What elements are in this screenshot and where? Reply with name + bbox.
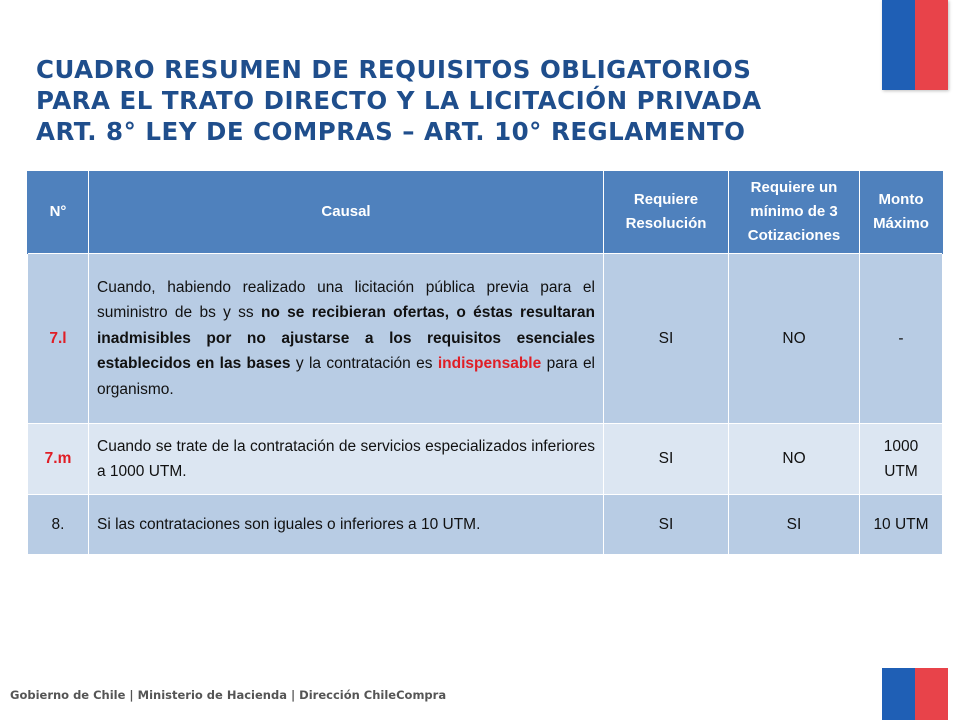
- row-cotizaciones: SI: [729, 495, 860, 555]
- row-num: 7.m: [28, 424, 89, 495]
- title-line-2: PARA EL TRATO DIRECTO Y LA LICITACIÓN PRIVADA: [36, 86, 762, 115]
- row-causal: Si las contrataciones son iguales o inferiores a 10 UTM.: [89, 495, 604, 555]
- chile-flag-logo-bottom: [882, 668, 948, 720]
- table-row: [28, 495, 943, 555]
- row-monto: -: [860, 254, 943, 424]
- causal-text: y la contratación es: [290, 355, 438, 373]
- title-line-1: CUADRO RESUMEN DE REQUISITOS OBLIGATORIOS: [36, 55, 752, 84]
- row-num: 8.: [28, 495, 89, 555]
- header-resolucion: Requiere Resolución: [604, 171, 729, 254]
- row-resolucion: SI: [604, 424, 729, 495]
- table-header-row: [28, 171, 943, 254]
- causal-highlight-text: indispensable: [437, 355, 542, 373]
- row-monto: [860, 424, 943, 495]
- row-num: 7.l: [28, 254, 89, 424]
- requirements-table: [27, 171, 943, 555]
- flag-red-band: [915, 0, 948, 90]
- footer-text: Gobierno de Chile | Ministerio de Hacienda | Dirección ChileCompra: [10, 688, 447, 702]
- header-monto: Monto Máximo: [860, 171, 943, 254]
- row-cotizaciones: NO: [729, 254, 860, 424]
- row-causal: [89, 254, 604, 424]
- row-cotizaciones: NO: [729, 424, 860, 495]
- title-line-3: ART. 8° LEY DE COMPRAS – ART. 10° REGLAMENTO: [36, 117, 746, 146]
- slide-title: [36, 54, 856, 147]
- table-row: [28, 424, 943, 495]
- row-monto: 10 UTM: [860, 495, 943, 555]
- row-resolucion: SI: [604, 254, 729, 424]
- table-row: [28, 254, 943, 424]
- header-cotizaciones: Requiere un mínimo de 3 Cotizaciones: [729, 171, 860, 254]
- monto-value: 1000 UTM: [883, 438, 919, 480]
- flag-red-band: [915, 668, 948, 720]
- header-causal: Causal: [89, 171, 604, 254]
- chile-flag-logo-top: [882, 0, 948, 90]
- row-causal: Cuando se trate de la contratación de servicios especializados inferiores a 1000 UTM.: [89, 424, 604, 495]
- row-resolucion: SI: [604, 495, 729, 555]
- header-num: N°: [28, 171, 89, 254]
- flag-blue-band: [882, 0, 915, 90]
- causal-text: Cuando, habiendo realizado una licitación pública previa para el suministro de bs y ss: [97, 278, 595, 322]
- causal-text: para el organismo.: [97, 355, 596, 398]
- causal-bold-text: no se recibieran ofertas, o éstas resultaran inadmisibles por no ajustarse a los requisitos esenciales establecidos en las bases: [97, 304, 595, 373]
- flag-blue-band: [882, 668, 915, 720]
